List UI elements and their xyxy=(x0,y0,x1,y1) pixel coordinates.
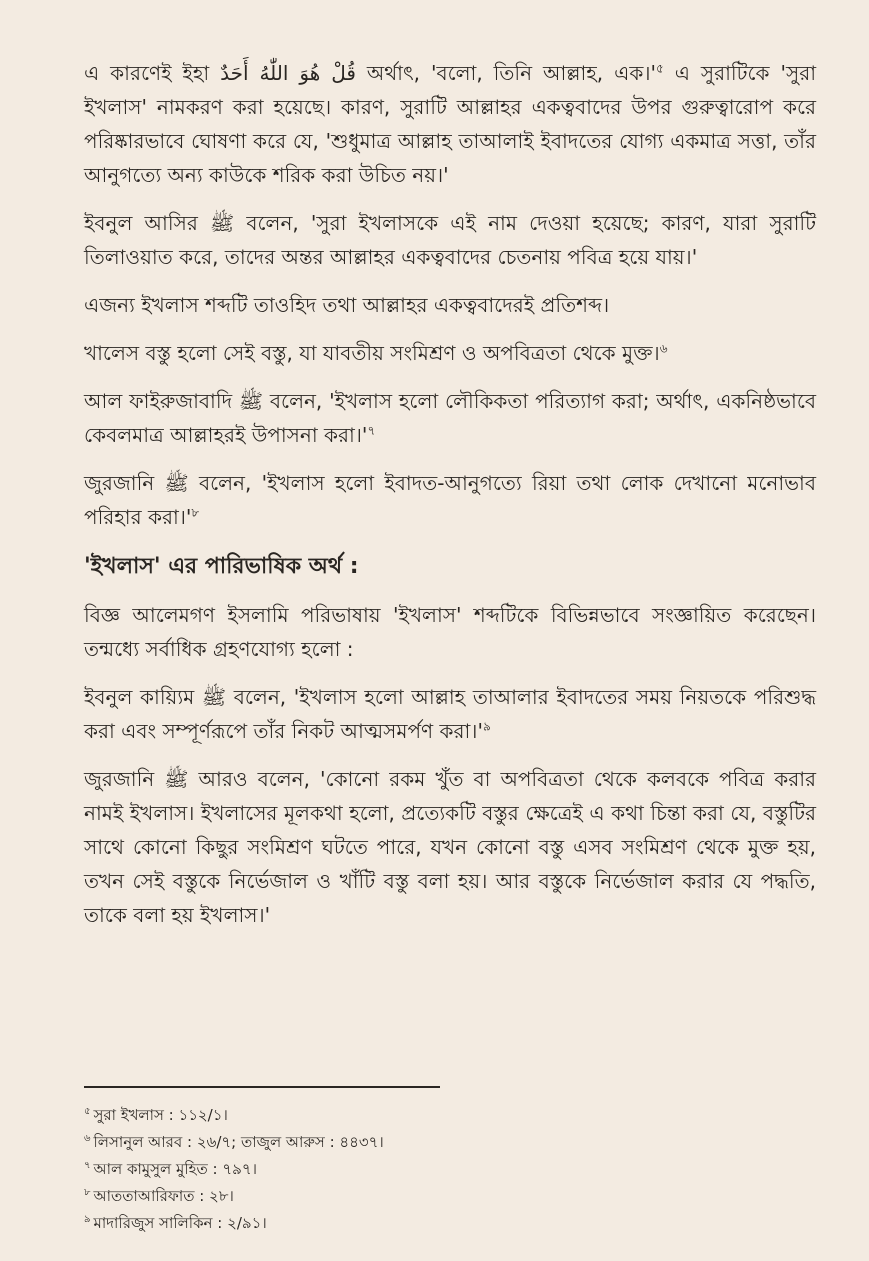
paragraph-6 xyxy=(84,466,816,534)
footnote-ref[interactable]: ৭ xyxy=(367,423,376,438)
paragraph-3: এজন্য ইখলাস শব্দটি তাওহিদ তথা আল্লাহর একত্ববাদেরই প্রতিশব্দ। xyxy=(84,293,610,317)
paragraph-1 xyxy=(84,56,816,192)
paragraph-5-text: আল ফাইরুজাবাদি ﷺ বলেন, 'ইখলাস হলো লৌকিকতা পরিত্যাগ করা; অর্থাৎ, একনিষ্ঠভাবে কেবলমাত্র আল্লাহরই উপাসনা করা।' xyxy=(84,389,816,447)
footnote-ref[interactable]: ৮ xyxy=(191,505,200,520)
section-heading: 'ইখলাস' এর পারিভাষিক অর্থ : xyxy=(84,554,359,579)
paragraph-1-tail: এ সুরাটিকে 'সুরা ইখলাস' নামকরণ করা হয়েছে। কারণ, সুরাটি আল্লাহর একত্ববাদের উপর গুরুত্বারোপ করে পরিষ্কারভাবে ঘোষণা করে যে, 'শুধুমাত্র আল্লাহ তাআলাই ইবাদতের যোগ্য একমাত্র সত্তা, তাঁর আনুগত্যে অন্য কাউকে শরিক করা উচিত নয়।' xyxy=(84,61,817,187)
footnote-mark: ৮ xyxy=(84,1187,91,1198)
footnote-item xyxy=(84,1127,684,1154)
page-body xyxy=(84,56,816,946)
footnote-text: মাদারিজুস সালিকিন : ২/৯১। xyxy=(93,1214,267,1232)
footnote-item xyxy=(84,1208,684,1235)
footnote-text: লিসানুল আরব : ২৬/৭; তাজুল আরুস : ৪৪৩৭। xyxy=(93,1133,384,1151)
paragraph-2: ইবনুল আসির ﷺ বলেন, 'সুরা ইখলাসকে এই নাম দেওয়া হয়েছে; কারণ, যারা সুরাটি তিলাওয়াত করে, তাদের অন্তর আল্লাহর একত্ববাদের চেতনায় পবিত্র হয়ে যায়।' xyxy=(84,211,816,269)
footnote-ref[interactable]: ৬ xyxy=(659,341,668,356)
paragraph-1-translation: অর্থাৎ, 'বলো, তিনি আল্লাহ, এক।' xyxy=(355,61,656,85)
footnote-item xyxy=(84,1181,684,1208)
footnote-mark: ৫ xyxy=(84,1106,91,1117)
footnote-item xyxy=(84,1154,684,1181)
paragraph-5 xyxy=(84,384,816,452)
paragraph-1-text: এ কারণেই ইহা xyxy=(84,61,221,85)
paragraph-7: বিজ্ঞ আলেমগণ ইসলামি পরিভাষায় 'ইখলাস' শব্দটিকে বিভিন্নভাবে সংজ্ঞায়িত করেছেন। তন্মধ্যে সর্বাধিক গ্রহণযোগ্য হলো : xyxy=(84,603,816,661)
footnote-mark: ৬ xyxy=(84,1133,91,1144)
footnote-mark: ৯ xyxy=(84,1214,91,1225)
footnote-text: আল কামুসুল মুহিত : ৭৯৭। xyxy=(93,1160,257,1178)
footnotes xyxy=(84,1100,684,1235)
arabic-verse: قُلْ هُوَ اللّٰهُ أَحَدٌ xyxy=(220,61,356,85)
footnote-divider xyxy=(84,1086,440,1088)
paragraph-4 xyxy=(84,336,816,370)
paragraph-9: জুরজানি ﷺ আরও বলেন, 'কোনো রকম খুঁত বা অপবিত্রতা থেকে কলবকে পবিত্র করার নামই ইখলাস। ইখলাসের মূলকথা হলো, প্রত্যেকটি বস্তুর ক্ষেত্রেই এ কথা চিন্তা করা যে, বস্তুটির সাথে কোনো কিছুর সংমিশ্রণ ঘটতে পারে, যখন কোনো বস্তু এসব সংমিশ্রণ থেকে মুক্ত হয়, তখন সেই বস্তুকে নির্ভেজাল ও খাঁটি বস্তু বলা হয়। আর বস্তুকে নির্ভেজাল করার যে পদ্ধতি, তাকে বলা হয় ইখলাস।' xyxy=(84,767,816,927)
paragraph-6-text: জুরজানি ﷺ বলেন, 'ইখলাস হলো ইবাদত-আনুগত্যে রিয়া তথা লোক দেখানো মনোভাব পরিহার করা।' xyxy=(84,471,816,529)
paragraph-8 xyxy=(84,680,816,748)
paragraph-4-text: খালেস বস্তু হলো সেই বস্তু, যা যাবতীয় সংমিশ্রণ ও অপবিত্রতা থেকে মুক্ত। xyxy=(84,341,660,365)
footnote-text: সুরা ইখলাস : ১১২/১। xyxy=(93,1106,228,1124)
paragraph-8-text: ইবনুল কায়্যিম ﷺ বলেন, 'ইখলাস হলো আল্লাহ তাআলার ইবাদতের সময় নিয়তকে পরিশুদ্ধ করা এবং সম্পূর্ণরূপে তাঁর নিকট আত্মসমর্পণ করা।' xyxy=(84,685,817,743)
footnote-ref[interactable]: ৫ xyxy=(655,61,664,76)
footnote-text: আততাআরিফাত : ২৮। xyxy=(93,1187,234,1205)
footnote-item xyxy=(84,1100,684,1127)
footnote-ref[interactable]: ৯ xyxy=(482,719,491,734)
footnote-mark: ৭ xyxy=(84,1160,91,1171)
